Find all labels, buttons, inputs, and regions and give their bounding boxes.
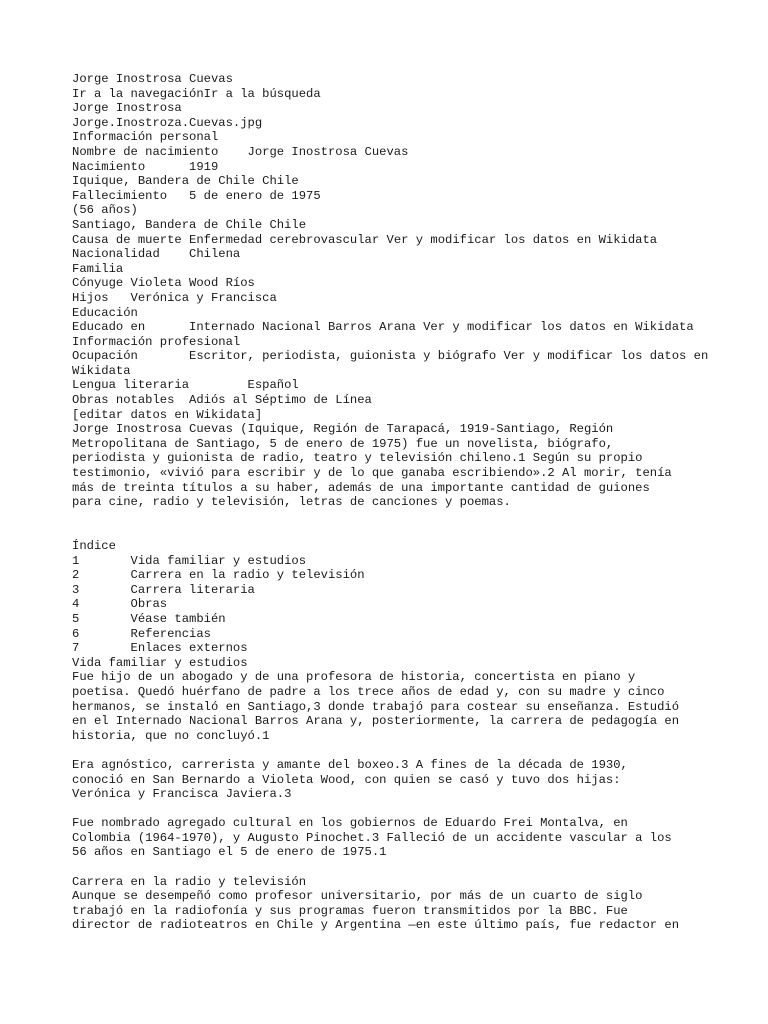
intro-paragraph-line: Jorge Inostrosa Cuevas (Iquique, Región de Tarapacá, 1919-Santiago, Región: [72, 422, 614, 437]
paragraph-line: Verónica y Francisca Javiera.3: [72, 787, 292, 802]
document-page: [72, 72, 712, 933]
toc-heading: Índice: [72, 539, 116, 553]
image-filename: Jorge.Inostroza.Cuevas.jpg: [72, 115, 263, 130]
death-place-row: Santiago, Bandera de Chile Chile: [72, 217, 307, 232]
intro-paragraph-line: periodista y guionista de radio, teatro y televisión chileno.1 Según su propio: [72, 451, 643, 466]
paragraph-line: en el Internado Nacional Barros Arana y, posteriormente, la carrera de pedagogía en: [72, 714, 680, 729]
section-personal-info: Información personal: [72, 130, 219, 145]
paragraph-line: conoció en San Bernardo a Violeta Wood, con quien se casó y tuvo dos hijas:: [72, 772, 621, 787]
paragraph-line: poetisa. Quedó huérfano de padre a los trece años de edad y, con su madre y cinco: [72, 684, 665, 699]
paragraph-line: Fue hijo de un abogado y de una profesora de historia, concertista en piano y: [72, 670, 636, 685]
infobox-title: Jorge Inostrosa: [72, 101, 182, 116]
toc-item: 2 Carrera en la radio y televisión: [72, 568, 365, 583]
cause-of-death-row: Causa de muerte Enfermedad cerebrovascular Ver y modificar los datos en Wikidata: [72, 232, 658, 247]
paragraph-line: Aunque se desempeñó como profesor universitario, por más de un cuarto de siglo: [72, 889, 643, 904]
paragraph-line: hermanos, se instaló en Santiago,3 donde trabajó para costear su enseñanza. Estudió: [72, 699, 680, 714]
toc-item: 6 Referencias: [72, 626, 211, 641]
paragraph-line: trabajó en la radiofonía y sus programas fueron transmitidos por la BBC. Fue: [72, 903, 628, 918]
intro-paragraph-line: más de treinta títulos a su haber, además de una importante cantidad de guiones: [72, 480, 650, 495]
blank-line: [72, 860, 712, 875]
blank-line: [72, 802, 712, 817]
document-title: Jorge Inostrosa Cuevas: [72, 72, 233, 86]
toc-item: 7 Enlaces externos: [72, 641, 248, 656]
section-heading: Vida familiar y estudios: [72, 655, 248, 670]
birth-name-row: Nombre de nacimiento Jorge Inostrosa Cuevas: [72, 144, 409, 159]
age-row: (56 años): [72, 203, 138, 218]
paragraph-line: director de radioteatros en Chile y Argentina —en este último país, fue redactor en: [72, 918, 680, 933]
toc-item: 1 Vida familiar y estudios: [72, 553, 307, 568]
navigation-links: Ir a la navegaciónIr a la búsqueda: [72, 86, 321, 101]
birth-row: Nacimiento 1919: [72, 159, 219, 174]
notable-works-row: Obras notables Adiós al Séptimo de Línea: [72, 393, 372, 408]
edit-wikidata-link: [editar datos en Wikidata]: [72, 407, 263, 422]
nationality-row: Nacionalidad Chilena: [72, 247, 241, 262]
occupation-row-cont: Wikidata: [72, 363, 131, 378]
paragraph-line: Fue nombrado agregado cultural en los gobiernos de Eduardo Frei Montalva, en: [72, 816, 628, 831]
section-heading: Carrera en la radio y televisión: [72, 874, 307, 889]
occupation-row: Ocupación Escritor, periodista, guionista y biógrafo Ver y modificar los datos en: [72, 349, 709, 364]
spouse-row: Cónyuge Violeta Wood Ríos: [72, 276, 255, 291]
paragraph-line: Colombia (1964-1970), y Augusto Pinochet.3 Falleció de un accidente vascular a los: [72, 830, 672, 845]
birth-place-row: Iquique, Bandera de Chile Chile: [72, 174, 299, 189]
paragraph-line: Era agnóstico, carrerista y amante del boxeo.3 A fines de la década de 1930,: [72, 757, 628, 772]
toc-item: 4 Obras: [72, 597, 168, 612]
intro-paragraph-line: para cine, radio y televisión, letras de canciones y poemas.: [72, 495, 511, 510]
section-family: Familia: [72, 261, 124, 276]
blank-line: [72, 743, 712, 758]
educated-at-row: Educado en Internado Nacional Barros Arana Ver y modificar los datos en Wikidata: [72, 320, 694, 335]
section-professional-info: Información profesional: [72, 334, 241, 349]
paragraph-line: 56 años en Santiago el 5 de enero de 1975.1: [72, 845, 387, 860]
intro-paragraph-line: Metropolitana de Santiago, 5 de enero de 1975) fue un novelista, biógrafo,: [72, 436, 614, 451]
blank-line: [72, 510, 712, 525]
toc-item: 5 Véase también: [72, 611, 226, 626]
death-row: Fallecimiento 5 de enero de 1975: [72, 188, 321, 203]
section-education: Educación: [72, 305, 138, 320]
toc-item: 3 Carrera literaria: [72, 582, 255, 597]
intro-paragraph-line: testimonio, «vivió para escribir y de lo que ganaba escribiendo».2 Al morir, tenía: [72, 466, 672, 481]
children-row: Hijos Verónica y Francisca: [72, 290, 277, 305]
blank-line: [72, 524, 712, 539]
paragraph-line: historia, que no concluyó.1: [72, 728, 270, 743]
literary-language-row: Lengua literaria Español: [72, 378, 299, 393]
